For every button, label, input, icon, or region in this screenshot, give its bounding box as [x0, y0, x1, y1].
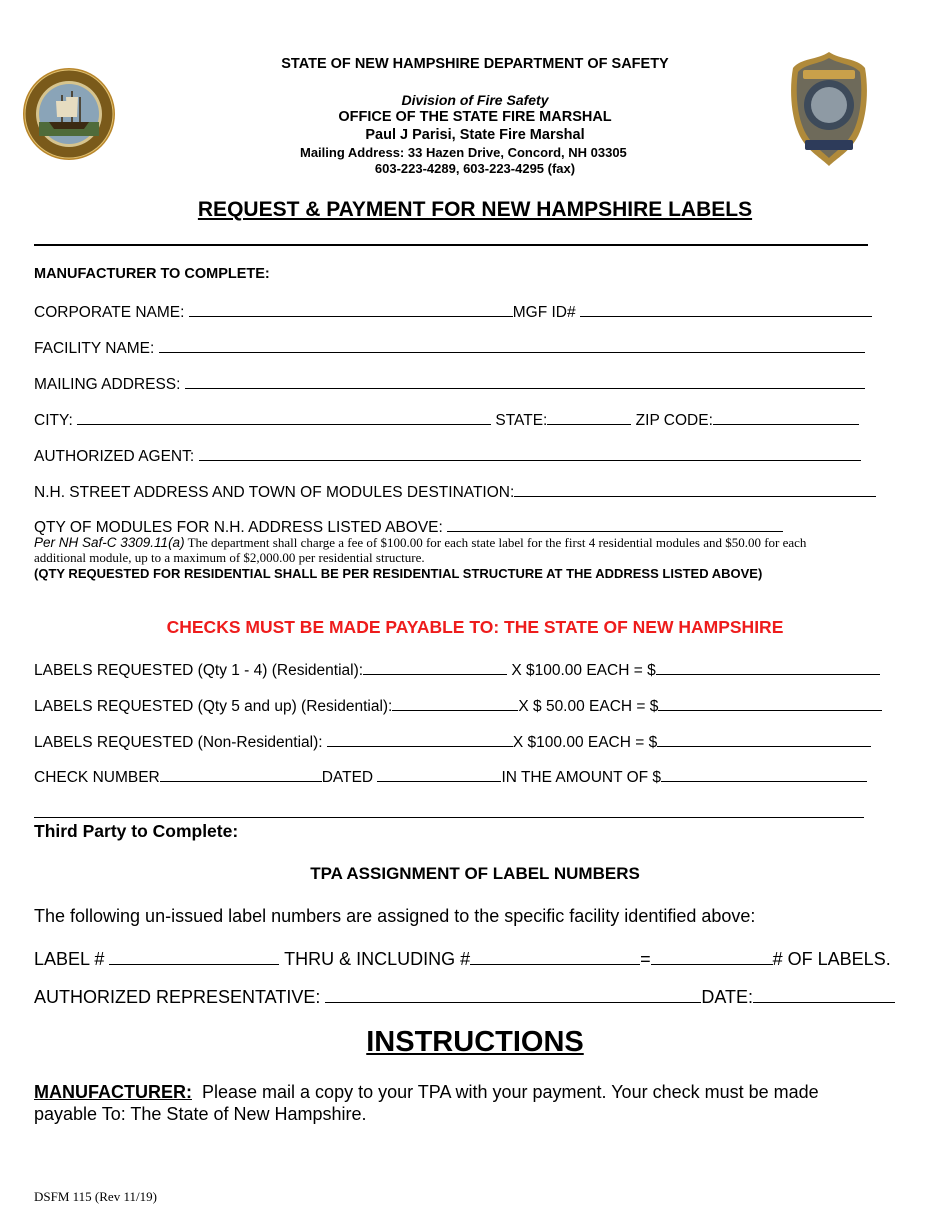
zip-label: ZIP CODE: [635, 412, 713, 429]
title-divider [34, 244, 868, 246]
tpa-intro-text: The following un-issued label numbers are assigned to the specific facility identified above: [34, 906, 756, 926]
destination-field[interactable] [514, 482, 876, 497]
corporate-name-label: CORPORATE NAME: [34, 304, 185, 321]
form-number-footer: DSFM 115 (Rev 11/19) [34, 1189, 157, 1204]
instructions-text-1: Please mail a copy to your TPA with your payment. Your check must be made [202, 1082, 819, 1102]
authorized-representative-field[interactable] [325, 986, 701, 1003]
authorized-representative-label: AUTHORIZED REPRESENTATIVE: [34, 987, 321, 1007]
residential-5-up-total-field[interactable] [658, 696, 882, 711]
number-of-labels-label: # OF LABELS. [772, 949, 891, 969]
section-divider [34, 817, 864, 818]
page-title: REQUEST & PAYMENT FOR NEW HAMPSHIRE LABELS [197, 198, 753, 221]
label-end-field[interactable] [470, 948, 640, 965]
third-party-heading: Third Party to Complete: [34, 821, 239, 841]
corporate-name-row [34, 302, 872, 322]
state-label: STATE: [495, 412, 548, 429]
residential-1-4-total-field[interactable] [656, 660, 880, 675]
qty-modules-label: QTY OF MODULES FOR N.H. ADDRESS LISTED ABOVE: [34, 519, 443, 536]
amount-label: IN THE AMOUNT OF $ [501, 769, 662, 786]
dated-field[interactable] [377, 767, 501, 782]
phone-fax: 603-223-4289, 603-223-4295 (fax) [374, 161, 576, 176]
fee-rule-text-1: The department shall charge a fee of $100.00 for each state label for the first 4 residential modules and $50.00 for each [187, 535, 807, 550]
instructions-manufacturer-label: MANUFACTURER: [34, 1082, 192, 1102]
fee-rule-text-2: additional module, up to a maximum of $2,000.00 per residential structure. [34, 550, 425, 565]
facility-name-field[interactable] [159, 338, 865, 353]
state-field[interactable] [547, 410, 631, 425]
non-residential-price: X $100.00 EACH = $ [512, 734, 658, 751]
corporate-name-field[interactable] [189, 302, 513, 317]
number-of-labels-field[interactable] [651, 948, 773, 965]
date-label: DATE: [701, 987, 754, 1007]
residential-5-up-qty-field[interactable] [392, 696, 518, 711]
tpa-assignment-title: TPA ASSIGNMENT OF LABEL NUMBERS [310, 864, 640, 883]
residential-1-4-label: LABELS REQUESTED (Qty 1 - 4) (Residential): [34, 662, 364, 679]
dated-label: DATED [321, 769, 374, 786]
residential-1-4-qty-field[interactable] [363, 660, 507, 675]
mgf-id-field[interactable] [580, 302, 872, 317]
residential-5-up-row [34, 696, 882, 716]
amount-field[interactable] [661, 767, 867, 782]
authorized-agent-row [34, 446, 861, 466]
mgf-id-label: MGF ID# [512, 304, 576, 321]
residential-5-up-label: LABELS REQUESTED (Qty 5 and up) (Residential): [34, 698, 393, 715]
fee-rule-reference: Per NH Saf-C 3309.11(a) [34, 535, 185, 550]
manufacturer-heading: MANUFACTURER TO COMPLETE: [34, 266, 270, 282]
authorized-agent-label: AUTHORIZED AGENT: [34, 448, 195, 465]
mailing-address-row [34, 374, 865, 394]
qty-modules-row [34, 517, 783, 537]
fee-rule-line-1 [34, 535, 806, 551]
representative-row [34, 986, 895, 1008]
checks-payable-notice: CHECKS MUST BE MADE PAYABLE TO: THE STATE OF NEW HAMPSHIRE [166, 617, 784, 637]
label-number-label: LABEL # [34, 949, 105, 969]
equals-sign: = [640, 949, 651, 969]
mailing-address-label: MAILING ADDRESS: [34, 376, 181, 393]
label-range-row [34, 948, 891, 970]
non-residential-total-field[interactable] [657, 732, 871, 747]
residential-1-4-price: X $100.00 EACH = $ [511, 662, 656, 679]
instructions-line-1 [34, 1082, 819, 1103]
destination-label: N.H. STREET ADDRESS AND TOWN OF MODULES DESTINATION: [34, 484, 515, 501]
residential-5-up-price: X $ 50.00 EACH = $ [518, 698, 659, 715]
zip-field[interactable] [713, 410, 859, 425]
facility-name-row [34, 338, 865, 358]
facility-name-label: FACILITY NAME: [34, 340, 155, 357]
instructions-title: INSTRUCTIONS [366, 1026, 584, 1058]
city-field[interactable] [77, 410, 491, 425]
city-state-zip-row [34, 410, 859, 430]
label-start-field[interactable] [109, 948, 279, 965]
division-name: Division of Fire Safety [401, 92, 549, 108]
check-number-label: CHECK NUMBER [34, 769, 160, 786]
department-name: STATE OF NEW HAMPSHIRE DEPARTMENT OF SAFETY [281, 56, 669, 72]
office-name: OFFICE OF THE STATE FIRE MARSHAL [338, 109, 612, 125]
qty-note: (QTY REQUESTED FOR RESIDENTIAL SHALL BE PER RESIDENTIAL STRUCTURE AT THE ADDRESS LISTED ABOVE) [34, 566, 763, 581]
thru-including-label: THRU & INCLUDING # [284, 949, 471, 969]
destination-row [34, 482, 876, 502]
fire-marshal-name: Paul J Parisi, State Fire Marshal [365, 127, 585, 143]
mailing-address-field[interactable] [185, 374, 865, 389]
date-field[interactable] [753, 986, 895, 1003]
qty-modules-field[interactable] [447, 517, 783, 532]
residential-1-4-row [34, 660, 880, 680]
city-label: CITY: [34, 412, 73, 429]
mailing-address: Mailing Address: 33 Hazen Drive, Concord, NH 03305 [300, 145, 627, 160]
check-number-field[interactable] [160, 767, 322, 782]
non-residential-qty-field[interactable] [327, 732, 513, 747]
check-info-row [34, 767, 867, 787]
authorized-agent-field[interactable] [199, 446, 861, 461]
non-residential-label: LABELS REQUESTED (Non-Residential): [34, 734, 323, 751]
instructions-text-2: payable To: The State of New Hampshire. [34, 1104, 367, 1124]
non-residential-row [34, 732, 871, 752]
